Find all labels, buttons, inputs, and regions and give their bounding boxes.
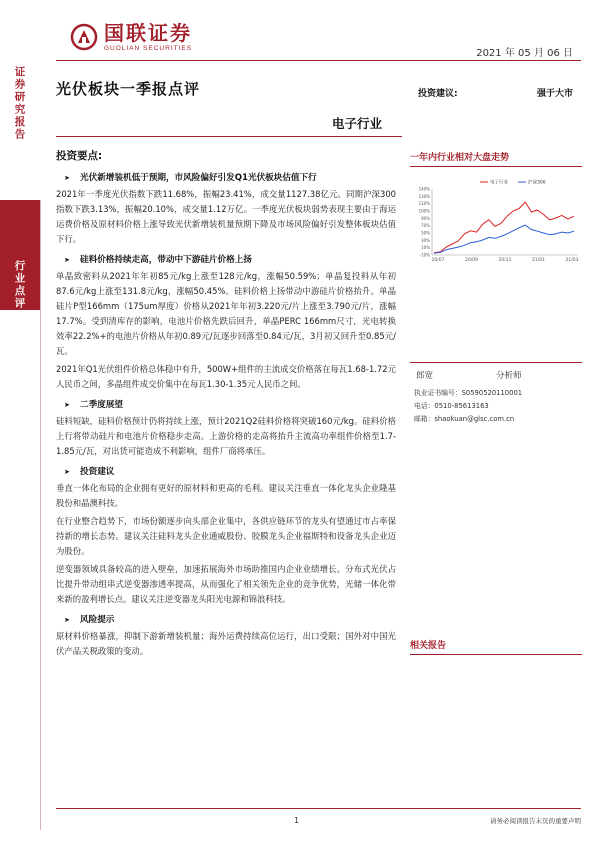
section-title: 投资建议	[80, 467, 115, 477]
footer-divider	[56, 808, 581, 809]
paragraph: 原材料价格暴涨，抑制下游新增装机量；海外运费持续高位运行，出口受限；国外对中国光伏产品关税政策的变动。	[56, 631, 396, 656]
key-points-heading: 投资要点:	[56, 150, 103, 162]
x-tick-label: 20/07	[431, 258, 445, 263]
report-title: 光伏板块一季报点评	[56, 80, 201, 98]
x-tick-label: 21/03	[565, 258, 579, 263]
chart-svg	[410, 175, 582, 267]
y-tick-label: 50%	[421, 230, 430, 236]
paragraph: 2021年Q1光伏组件价格总体稳中有升，500W+组件的主流成交价格落在每瓦1.68-1.72元人民币之间，多晶组件成交价集中在每瓦1.30-1.35元人民币之间。	[56, 364, 396, 389]
paragraph: 逆变器领域具备较高的进入壁垒，加速拓展海外市场助推国内企业业绩增长。分布式光伏占比提升带动组串式逆变器渗透率提高，从而强化了相关领先企业的竞争优势，光储一体化带来新的盈利增长点。建议关注逆变器龙头阳光电源和锦浪科技。	[56, 564, 396, 604]
section-pv-installation	[56, 171, 396, 247]
main-content	[56, 148, 396, 665]
footer-disclaimer-note: 请务必阅读报告末页的重要声明	[490, 817, 581, 825]
x-tick-label: 20/09	[465, 258, 478, 263]
y-tick-label: 100%	[418, 208, 430, 214]
right-column	[410, 150, 582, 267]
y-tick-label: 110%	[418, 201, 430, 207]
section-q2-outlook	[56, 398, 396, 459]
analyst-email[interactable]: 邮箱：shaokuan@glsc.com.cn	[414, 415, 515, 423]
company-logo	[70, 22, 192, 52]
page-number: 1	[294, 816, 300, 825]
section-title: 二季度展望	[80, 400, 123, 410]
x-tick-label: 21/01	[532, 258, 545, 263]
legend-label: 沪深300	[528, 180, 546, 186]
y-tick-label: -10%	[419, 252, 430, 258]
arrow-bullet-icon: ➤	[64, 256, 70, 264]
logo-english-name: GUOLIAN SECURITIES	[104, 45, 193, 52]
paragraph: 2021年一季度光伏指数下跌11.68%，振幅23.41%，成交量1127.38亿元。同期沪深300指数下跌3.13%，振幅20.10%，成交量1.12万亿。一季度光伏板块弱势表现主要由于海运运费价格及原材料价格上涨导致光伏新增装机量预期下降及市场风险偏好引发整体板块估值下行。	[56, 189, 396, 244]
series-line-1	[434, 225, 574, 253]
rating-label: 投资建议:	[418, 89, 458, 99]
left-sidebar	[0, 0, 40, 842]
paragraph: 单晶致密料从2021年年初85元/kg上涨至128元/kg，涨幅50.59%；单晶复投料从年初87.6元/kg上涨至131.8元/kg，涨幅50.45%。硅料价格上扬带动中游硅片价格抬升。单晶硅片P型166mm（175um厚度）价格从2021年年初3.220元/片上涨至3.790元/片，涨幅17.7%。受到清库存的影响，电池片价格先跌后回升，单晶PERC 166mm尺寸，光电转换效率22.2%+的电池片价格从年初0.89元/瓦逐步回落至0.84元/瓦，3月初又回升至0.85元/瓦。	[56, 271, 396, 356]
arrow-bullet-icon: ➤	[64, 468, 70, 476]
y-tick-label: 30%	[421, 237, 430, 243]
x-tick-label: 20/11	[498, 258, 512, 263]
section-title: 风险提示	[80, 615, 115, 625]
industry-name: 电子行业	[332, 116, 383, 131]
section-title: 硅料价格持续走高，带动中下游硅片价格上扬	[80, 255, 252, 265]
arrow-bullet-icon: ➤	[64, 616, 70, 624]
arrow-bullet-icon: ➤	[64, 174, 70, 182]
header-divider	[56, 60, 581, 61]
analyst-role: 分析师	[496, 371, 522, 381]
sidebar-category-band	[0, 200, 40, 310]
report-date: 2021 年 05 月 06 日	[476, 48, 573, 59]
section-investment-advice	[56, 465, 396, 607]
logo-chinese-name: 国联证券	[104, 21, 192, 45]
title-divider	[56, 136, 402, 137]
section-title: 光伏新增装机低于预期，市风险偏好引发Q1光伏板块估值下行	[80, 173, 317, 183]
y-tick-label: 10%	[421, 245, 430, 251]
y-tick-label: 70%	[421, 223, 430, 229]
analyst-cert: 执业证书编号：S0590520110001	[414, 389, 523, 397]
sidebar-top-label: 证券研究报告	[13, 66, 26, 141]
y-tick-label: 130%	[418, 193, 430, 199]
analyst-phone: 电话：0510-85613163	[414, 402, 489, 410]
series-line-0	[434, 202, 574, 253]
paragraph: 在行业整合趋势下，市场份额逐步向头部企业集中，各供应链环节的龙头有望通过市占率保持新的增长态势。建议关注硅料龙头企业通威股份、胶膜龙头企业福斯特和设备龙头企业迈为股份。	[56, 516, 396, 556]
sidebar-report-type	[0, 60, 40, 200]
arrow-bullet-icon: ➤	[64, 401, 70, 409]
related-reports-heading: 相关报告	[410, 638, 582, 655]
analyst-info	[410, 362, 582, 426]
analyst-name: 郎宽	[416, 371, 434, 381]
chart-title: 一年内行业相对大盘走势	[410, 150, 582, 167]
relative-performance-chart	[410, 175, 582, 267]
sidebar-divider	[40, 200, 41, 830]
y-tick-label: 140%	[418, 186, 430, 192]
analyst-divider	[410, 362, 582, 363]
rating-value: 强于大市	[536, 89, 573, 99]
section-risk-warning	[56, 613, 396, 659]
logo-emblem-icon	[70, 23, 98, 51]
paragraph: 硅料短缺，硅料价格预计仍将持续上涨，预计2021Q2硅料价格将突破160元/kg。硅料价格上行将带动硅片和电池片价格稳步走高。上游价格的走高将抬升主流高功率组件价格至1.7-1.85元/瓦，对出货可能造成不利影响，组件厂商将承压。	[56, 416, 396, 456]
sidebar-band-label: 行业点评	[13, 260, 26, 310]
y-tick-label: 90%	[421, 215, 430, 221]
paragraph: 垂直一体化布局的企业拥有更好的原材料和更高的毛利。建议关注垂直一体化龙头企业隆基股份和晶澳科技。	[56, 483, 396, 508]
legend-label: 电子行业	[490, 180, 508, 186]
section-silicon-price	[56, 253, 396, 392]
